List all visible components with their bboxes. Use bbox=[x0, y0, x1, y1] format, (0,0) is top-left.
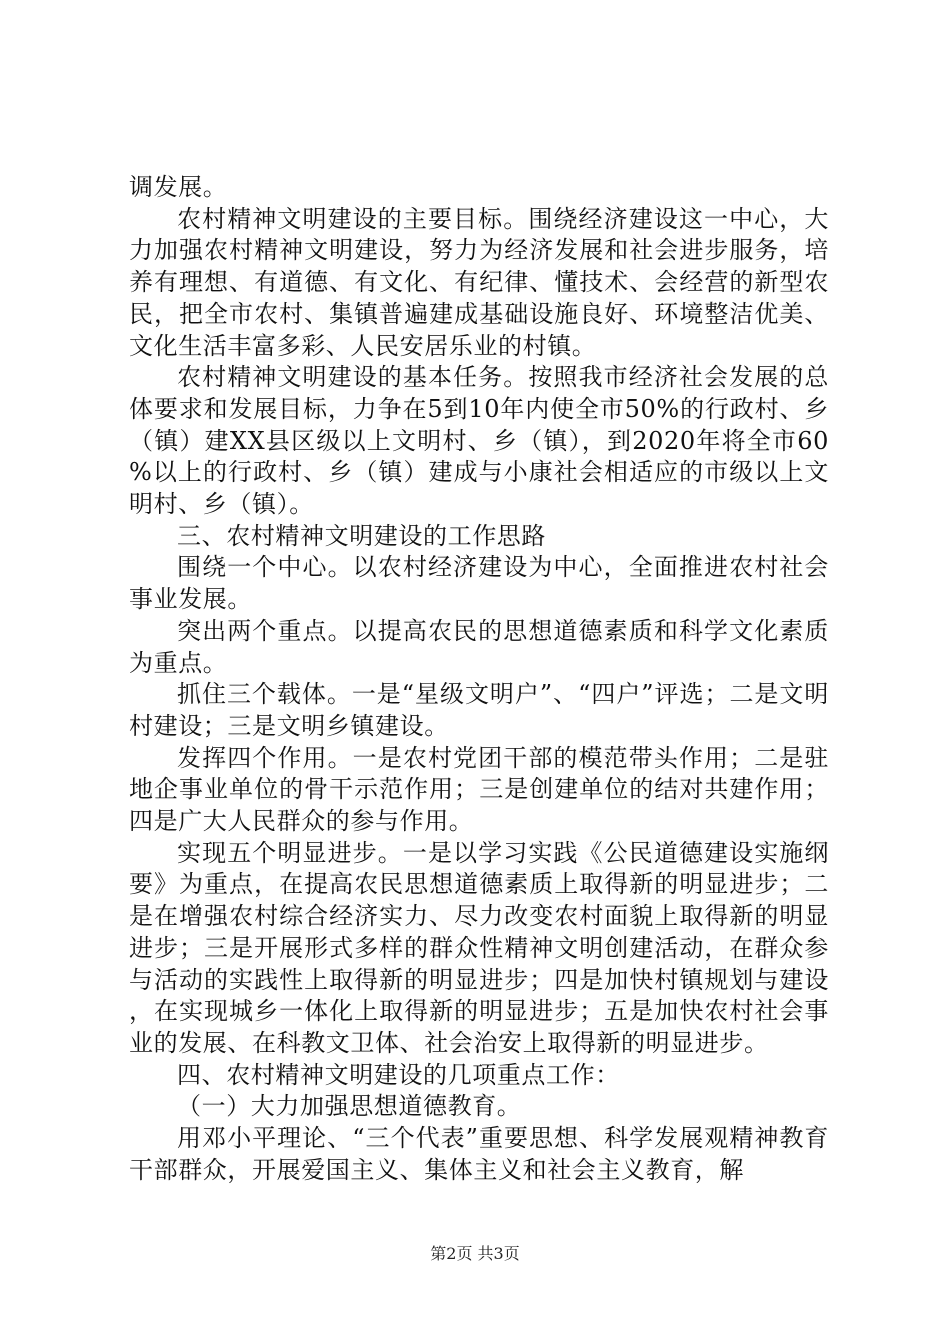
paragraph: 抓住三个载体。一是“星级文明户”、“四户”评选；二是文明村建设；三是文明乡镇建设。 bbox=[129, 680, 829, 740]
subsection-heading: （一）大力加强思想道德教育。 bbox=[177, 1092, 522, 1121]
section-heading: 三、农村精神文明建设的工作思路 bbox=[177, 521, 546, 550]
paragraph: 农村精神文明建设的主要目标。围绕经济建设这一中心，大力加强农村精神文明建设，努力为经济发展和社会进步服务，培养有理想、有道德、有文化、有纪律、懂技术、会经营的新型农民，把全市农村、集镇普遍建成基础设施良好、环境整洁优美、文化生活丰富多彩、人民安居乐业的村镇。 bbox=[129, 204, 829, 360]
paragraph: 围绕一个中心。以农村经济建设为中心，全面推进农村社会事业发展。 bbox=[129, 553, 829, 614]
paragraph: 实现五个明显进步。一是以学习实践《公民道德建设实施纲要》为重点，在提高农民思想道德素质上取得新的明显进步；二是在增强农村综合经济实力、尽力改变农村面貌上取得新的明显进步；三是开展形式多样的群众性精神文明创建活动，在群众参与活动的实践性上取得新的明显进步；四是加快村镇规划与建设，在实现城乡一体化上取得新的明显进步；五是加快农村社会事业的发展、在科教文卫体、社会治安上取得新的明显进步。 bbox=[129, 838, 829, 1057]
paragraph: 发挥四个作用。一是农村党团干部的模范带头作用；二是驻地企事业单位的骨干示范作用；三是创建单位的结对共建作用；四是广大人民群众的参与作用。 bbox=[129, 743, 829, 836]
page-number: 第2页 共3页 bbox=[430, 1244, 520, 1263]
document-body bbox=[129, 172, 829, 1187]
paragraph: 农村精神文明建设的基本任务。按照我市经济社会发展的总体要求和发展目标，力争在5到10年内使全市50%的行政村、乡（镇）建XX县区级以上文明村、乡（镇），到2020年将全市60%以上的行政村、乡（镇）建成与小康社会相适应的市级以上文明村、乡（镇）。 bbox=[129, 363, 829, 519]
paragraph: 调发展。 bbox=[129, 173, 228, 201]
section-heading: 四、农村精神文明建设的几项重点工作： bbox=[177, 1060, 620, 1089]
paragraph: 突出两个重点。以提高农民的思想道德素质和科学文化素质为重点。 bbox=[129, 616, 829, 677]
paragraph: 用邓小平理论、“三个代表”重要思想、科学发展观精神教育干部群众，开展爱国主义、集体主义和社会主义教育，解 bbox=[129, 1124, 829, 1184]
